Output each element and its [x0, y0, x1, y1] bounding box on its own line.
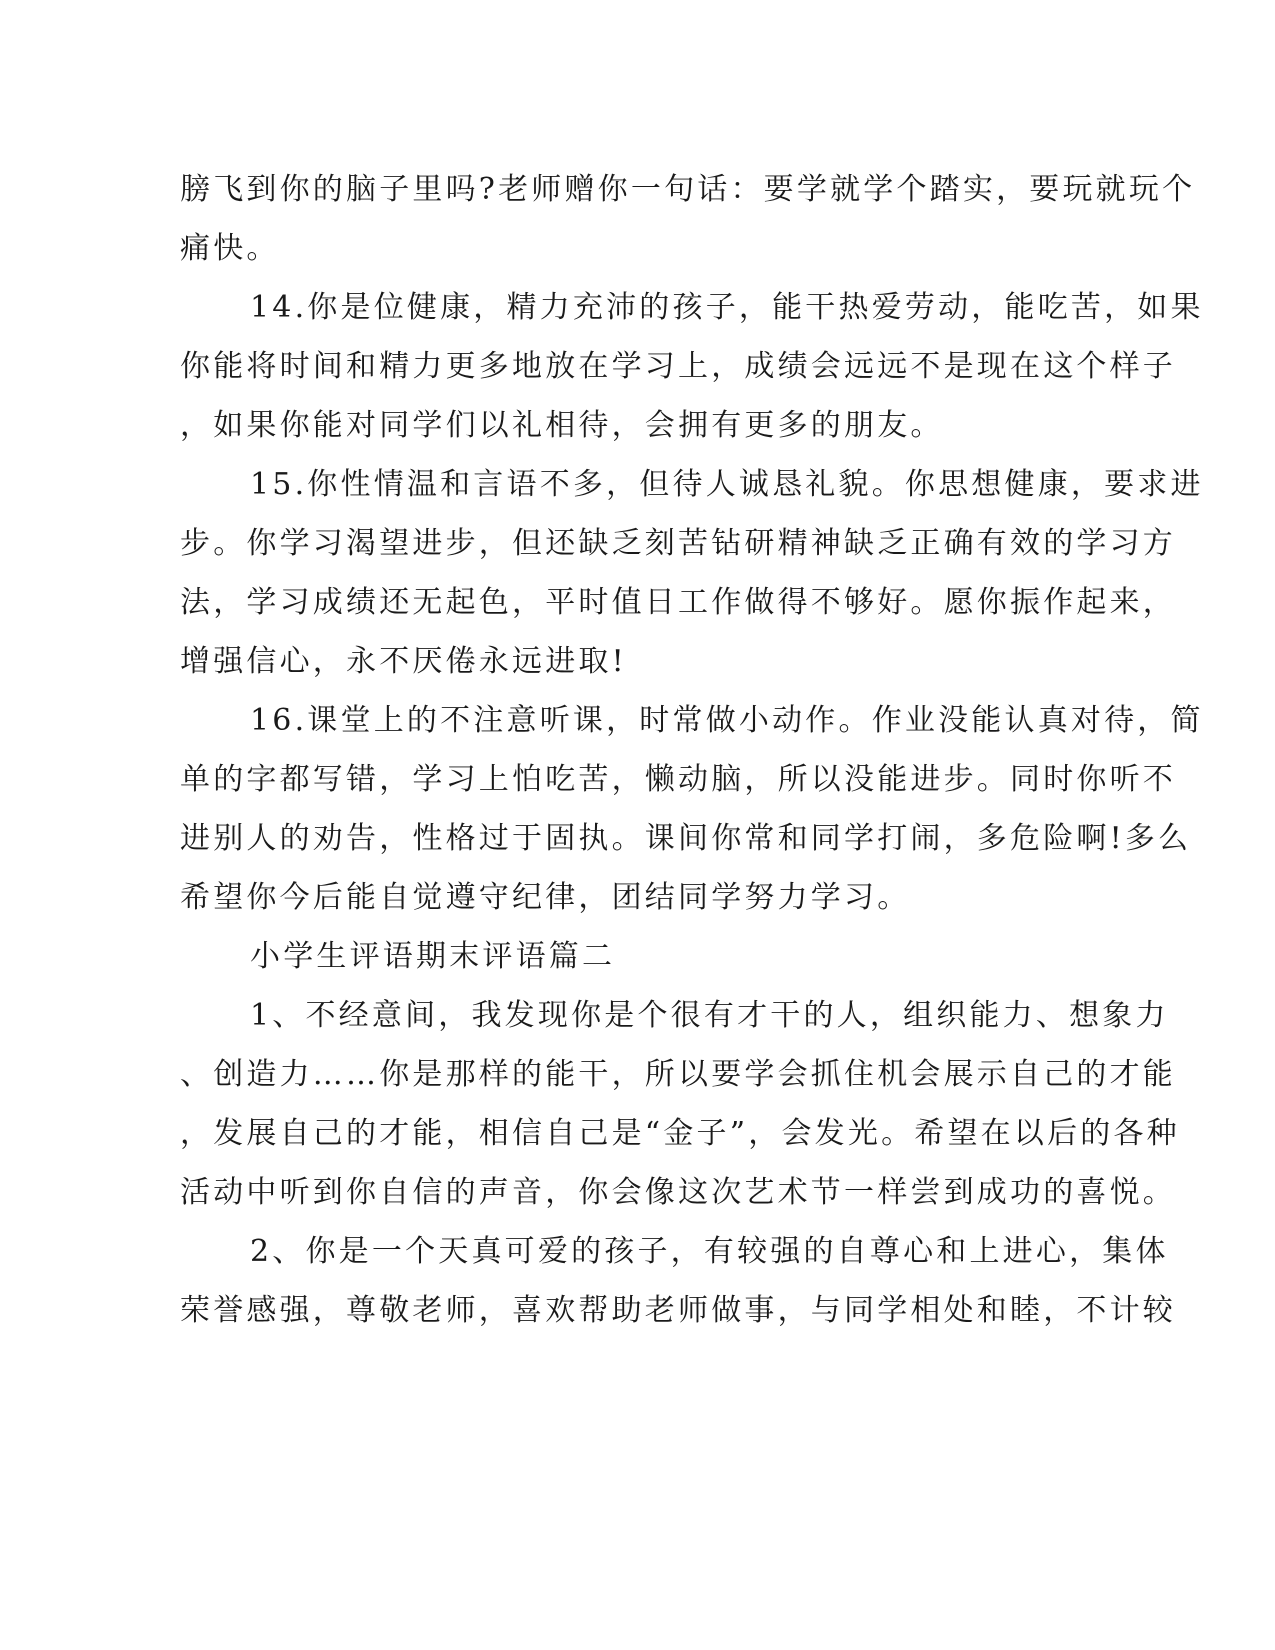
paragraph-2-line: 2、你是一个天真可爱的孩子，有较强的自尊心和上进心，集体	[250, 1234, 1169, 1269]
text-line: 痛快。	[180, 231, 280, 266]
text-line: 法，学习成绩还无起色，平时值日工作做得不够好。愿你振作起来，	[180, 585, 1176, 620]
text-line: 单的字都写错，学习上怕吃苦，懒动脑，所以没能进步。同时你听不	[180, 762, 1176, 797]
text-line: 进别人的劝告，性格过于固执。课间你常和同学打闹，多危险啊!多么	[180, 821, 1192, 856]
paragraph-14-line: 14.你是位健康，精力充沛的孩子，能干热爱劳动，能吃苦，如果	[250, 290, 1204, 325]
text-line: 荣誉感强，尊敬老师，喜欢帮助老师做事，与同学相处和睦，不计较	[180, 1293, 1176, 1328]
paragraph-16-line: 16.课堂上的不注意听课，时常做小动作。作业没能认真对待，简	[250, 703, 1204, 738]
text-line: 步。你学习渴望进步，但还缺乏刻苦钻研精神缺乏正确有效的学习方	[180, 526, 1176, 561]
text-line: 增强信心，永不厌倦永远进取!	[180, 644, 627, 679]
text-line: ，如果你能对同学们以礼相待，会拥有更多的朋友。	[180, 408, 944, 443]
text-line: 、创造力……你是那样的能干，所以要学会抓住机会展示自己的才能	[180, 1057, 1176, 1092]
paragraph-1-line: 1、不经意间，我发现你是个很有才干的人，组织能力、想象力	[250, 998, 1169, 1033]
section-heading: 小学生评语期末评语篇二	[250, 939, 616, 974]
text-line: 活动中听到你自信的声音，你会像这次艺术节一样尝到成功的喜悦。	[180, 1175, 1176, 1210]
text-line: 希望你今后能自觉遵守纪律，团结同学努力学习。	[180, 880, 911, 915]
paragraph-15-line: 15.你性情温和言语不多，但待人诚恳礼貌。你思想健康，要求进	[250, 467, 1204, 502]
text-line: 膀飞到你的脑子里吗?老师赠你一句话：要学就学个踏实，要玩就玩个	[180, 172, 1196, 207]
text-line: ，发展自己的才能，相信自己是“金子”，会发光。希望在以后的各种	[180, 1116, 1180, 1151]
text-line: 你能将时间和精力更多地放在学习上，成绩会远远不是现在这个样子	[180, 349, 1176, 384]
